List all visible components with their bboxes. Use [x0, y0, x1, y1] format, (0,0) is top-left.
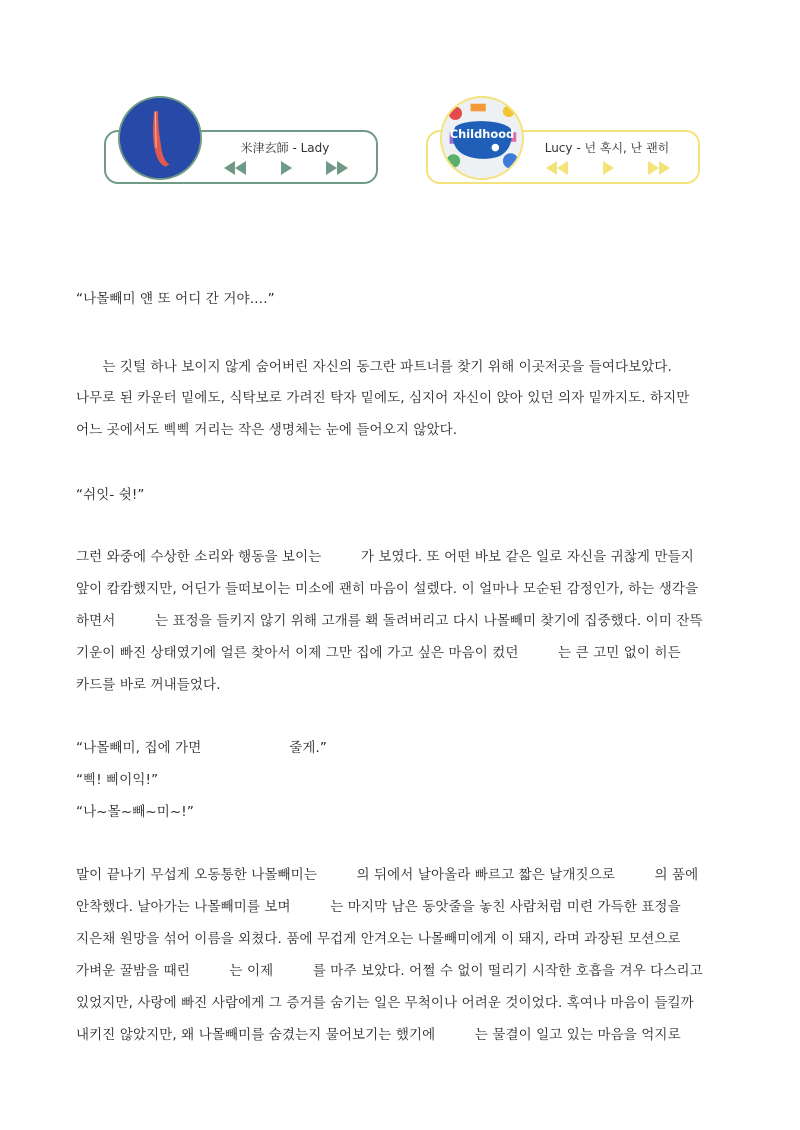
paragraph-line: 는 깃털 하나 보이지 않게 숨어버린 자신의 동그란 파트너를 찾기 위해 이곳저곳을 들여다보았다.: [76, 359, 672, 375]
dialogue-line: “삑! 삐이익!”: [76, 772, 159, 788]
rewind-button[interactable]: [224, 161, 246, 175]
play-button[interactable]: [603, 161, 614, 175]
paragraph-line: 말이 끝나기 무섭게 오동통한 나몰빼미는 의 뒤에서 날아올라 빠르고 짧은 날개짓으로 의 품에: [76, 867, 699, 883]
fast-forward-button[interactable]: [648, 161, 670, 175]
rewind-icon: [224, 161, 246, 175]
fast-forward-icon: [648, 161, 670, 175]
music-player-lucy: [426, 127, 700, 184]
track-title: Lucy - 넌 혹시, 난 괜히: [544, 141, 670, 155]
paragraph-line: 가벼운 꿀밤을 때린 는 이제 를 마주 보았다. 어쩔 수 없이 떨리기 시작한 호흡을 겨우 다스리고: [76, 963, 703, 979]
paragraph-line: 어느 곳에서도 삑삑 거리는 작은 생명체는 눈에 들어오지 않았다.: [76, 422, 458, 438]
dialogue-line: “나몰빼미, 집에 가면 줄게.”: [76, 740, 327, 756]
paragraph-line: 기운이 빠진 상태였기에 얼른 찾아서 이제 그만 집에 가고 싶은 마음이 컸던 는 큰 고민 없이 히든: [76, 645, 681, 661]
paragraph-line: 안착했다. 날아가는 나몰빼미를 보며 는 마지막 남은 동앗줄을 놓친 사람처럼 미련 가득한 표정을: [76, 899, 681, 915]
play-icon: [281, 161, 292, 175]
album-cover-childhood: [440, 96, 524, 180]
fast-forward-icon: [326, 161, 348, 175]
paragraph-line: 그런 와중에 수상한 소리와 행동을 보이는 가 보였다. 또 어떤 바보 같은 일로 자신을 귀찮게 만들지: [76, 549, 694, 565]
dialogue-line: “나몰빼미 얜 또 어디 간 거야….”: [76, 291, 275, 307]
player-controls: [546, 160, 670, 176]
svg-text:Childhood: Childhood: [449, 127, 515, 141]
fast-forward-button[interactable]: [326, 161, 348, 175]
paragraph-line: 카드를 바로 꺼내들었다.: [76, 677, 221, 693]
paragraph-line: 나무로 된 카운터 밑에도, 식탁보로 가려진 탁자 밑에도, 심지어 자신이 앉아 있던 의자 밑까지도. 하지만: [76, 390, 690, 406]
paragraph-line: 내키진 않았지만, 왜 나몰빼미를 숨겼는지 물어보기는 했기에 는 물결이 일고 있는 마음을 억지로: [76, 1027, 681, 1043]
play-button[interactable]: [281, 161, 292, 175]
paragraph-line: 앞이 캄캄했지만, 어딘가 들떠보이는 미소에 괜히 마음이 설렜다. 이 얼마나 모순된 감정인가, 하는 생각을: [76, 581, 699, 597]
player-controls: [224, 160, 348, 176]
play-icon: [603, 161, 614, 175]
dialogue-line: “쉬잇- 쉿!”: [76, 487, 145, 503]
rewind-button[interactable]: [546, 161, 568, 175]
dialogue-line: “나~몰~빼~미~!”: [76, 804, 194, 820]
paragraph-line: 하면서 는 표정을 들키지 않기 위해 고개를 홱 돌려버리고 다시 나몰빼미 찾기에 집중했다. 이미 잔뜩: [76, 613, 703, 629]
track-title: 米津玄師 - Lady: [240, 141, 330, 155]
paragraph-line: 있었지만, 사랑에 빠진 사람에게 그 증거를 숨기는 일은 무척이나 어려운 것이었다. 혹여나 마음이 들킬까: [76, 995, 694, 1011]
rewind-icon: [546, 161, 568, 175]
childhood-album-cover-icon: [442, 98, 522, 178]
music-player-lady: [104, 130, 378, 184]
paragraph-line: 지은채 원망을 섞어 이름을 외쳤다. 품에 무겁게 안겨오는 나몰빼미에게 이 돼지, 라며 과장된 모션으로: [76, 931, 681, 947]
flamingo-leg-cover-icon: [120, 98, 200, 178]
album-cover-lady: [118, 96, 202, 180]
